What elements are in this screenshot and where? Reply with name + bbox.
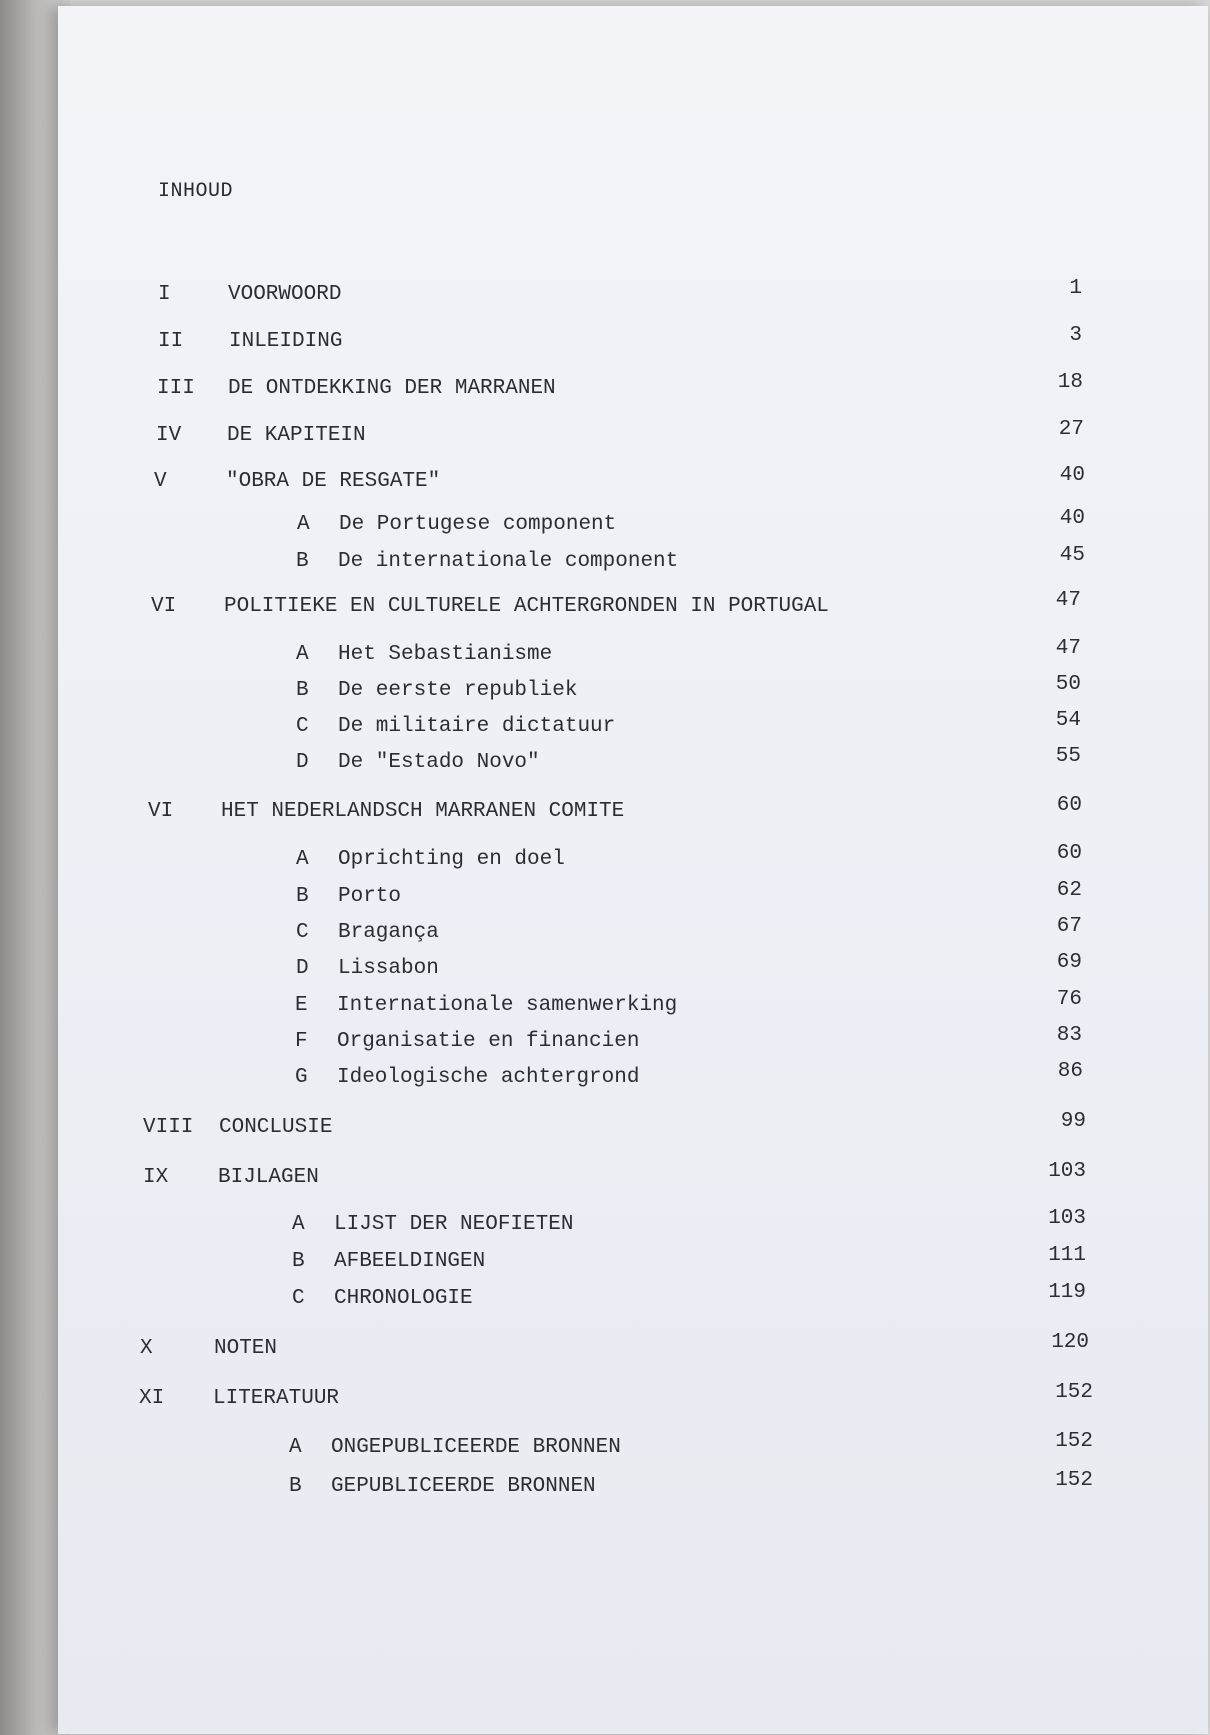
toc-subsection-letter: G: [295, 1066, 308, 1089]
toc-page-number: 55: [1055, 745, 1081, 768]
toc-entry: [140, 1331, 1100, 1365]
toc-entry: [289, 1430, 1100, 1464]
toc-entry: [296, 745, 1100, 779]
toc-page-number: 152: [1055, 1430, 1093, 1453]
toc-page-number: 3: [1069, 324, 1082, 347]
toc-page-number: 119: [1048, 1281, 1086, 1304]
toc-entry: [143, 1160, 1100, 1194]
toc-subsection-letter: B: [296, 550, 309, 573]
toc-subsection-letter: A: [296, 643, 309, 666]
toc-entry: [296, 544, 1100, 578]
toc-page-number: 60: [1056, 842, 1082, 865]
toc-entry: [296, 879, 1100, 913]
toc-entry: [295, 1060, 1100, 1094]
toc-chapter-number: VI: [151, 595, 177, 618]
toc-page-number: 103: [1048, 1160, 1086, 1183]
toc-page-number: 99: [1060, 1110, 1086, 1133]
toc-chapter-number: II: [158, 330, 184, 353]
toc-subsection-letter: D: [296, 957, 309, 980]
toc-page-number: 47: [1055, 637, 1081, 660]
toc-title: Bragança: [338, 921, 439, 944]
toc-heading: INHOUD: [158, 180, 234, 203]
toc-entry: [292, 1244, 1100, 1278]
toc-subsection-letter: A: [292, 1213, 305, 1236]
toc-chapter-number: IX: [143, 1166, 169, 1189]
toc-page-number: 76: [1056, 988, 1082, 1011]
toc-entry: [151, 589, 1100, 623]
toc-title: Internationale samenwerking: [337, 994, 678, 1017]
toc-title: GEPUBLICEERDE BRONNEN: [331, 1475, 596, 1498]
toc-subsection-letter: B: [296, 679, 309, 702]
toc-entry: [157, 371, 1100, 405]
toc-page-number: 152: [1055, 1469, 1093, 1492]
toc-page-number: 86: [1057, 1060, 1083, 1083]
toc-title: Lissabon: [338, 957, 439, 980]
toc-chapter-number: V: [154, 470, 167, 493]
toc-page-number: 40: [1059, 464, 1085, 487]
toc-title: Organisatie en financien: [337, 1030, 640, 1053]
toc-page-number: 40: [1059, 507, 1085, 530]
toc-subsection-letter: A: [296, 848, 309, 871]
toc-page-number: 120: [1051, 1331, 1089, 1354]
toc-entry: [292, 1207, 1100, 1241]
toc-page-number: 69: [1056, 951, 1082, 974]
toc-chapter-number: VIII: [143, 1116, 194, 1139]
toc-page-number: 111: [1048, 1244, 1086, 1267]
toc-subsection-letter: E: [295, 994, 308, 1017]
toc-page-number: 60: [1056, 794, 1082, 817]
toc-entry: [295, 1024, 1100, 1058]
toc-subsection-letter: D: [296, 751, 309, 774]
toc-title: HET NEDERLANDSCH MARRANEN COMITE: [221, 800, 625, 823]
toc-page-number: 103: [1048, 1207, 1086, 1230]
toc-entry: [296, 637, 1100, 671]
toc-entry: [297, 507, 1100, 541]
toc-entry: [289, 1469, 1100, 1503]
toc-page-number: 67: [1056, 915, 1082, 938]
toc-chapter-number: XI: [139, 1387, 165, 1410]
toc-title: ONGEPUBLICEERDE BRONNEN: [331, 1436, 621, 1459]
toc-title: CHRONOLOGIE: [334, 1287, 473, 1310]
toc-entry: [296, 842, 1100, 876]
toc-title: De internationale component: [338, 550, 679, 573]
toc-title: De "Estado Novo": [338, 751, 540, 774]
toc-title: BIJLAGEN: [218, 1166, 319, 1189]
toc-title: CONCLUSIE: [219, 1116, 333, 1139]
toc-entry: [143, 1110, 1100, 1144]
toc-subsection-letter: B: [296, 885, 309, 908]
toc-subsection-letter: C: [296, 921, 309, 944]
toc-entry: [296, 673, 1100, 707]
toc-page-number: 83: [1056, 1024, 1082, 1047]
toc-title: Het Sebastianisme: [338, 643, 553, 666]
toc-title: Oprichting en doel: [338, 848, 565, 871]
toc-title: LITERATUUR: [213, 1387, 340, 1410]
toc-page-number: 18: [1057, 371, 1083, 394]
toc-title: De Portugese component: [339, 513, 617, 536]
toc-title: AFBEELDINGEN: [334, 1250, 486, 1273]
toc-entry: [292, 1281, 1100, 1315]
toc-page-number: 47: [1055, 589, 1081, 612]
toc-entry: [154, 464, 1100, 498]
toc-subsection-letter: A: [297, 513, 310, 536]
toc-subsection-letter: A: [289, 1436, 302, 1459]
toc-entry: [295, 988, 1100, 1022]
toc-entry: [296, 951, 1100, 985]
toc-subsection-letter: F: [295, 1030, 308, 1053]
toc-subsection-letter: B: [292, 1250, 305, 1273]
toc-page-number: 54: [1055, 709, 1081, 732]
toc-chapter-number: I: [158, 283, 171, 306]
toc-title: DE KAPITEIN: [227, 424, 366, 447]
toc-title: LIJST DER NEOFIETEN: [334, 1213, 574, 1236]
toc-entry: [139, 1381, 1100, 1415]
toc-subsection-letter: B: [289, 1475, 302, 1498]
toc-entry: [148, 794, 1100, 828]
toc-entry: [158, 277, 1100, 311]
toc-entry: [158, 324, 1100, 358]
toc-title: POLITIEKE EN CULTURELE ACHTERGRONDEN IN PORTUGAL: [224, 595, 829, 618]
toc-page-number: 27: [1058, 418, 1084, 441]
toc-entry: [296, 709, 1100, 743]
toc-subsection-letter: C: [292, 1287, 305, 1310]
toc-chapter-number: IV: [156, 424, 182, 447]
toc-page-number: 152: [1055, 1381, 1093, 1404]
toc-page-number: 1: [1069, 277, 1082, 300]
toc-title: Ideologische achtergrond: [337, 1066, 640, 1089]
toc-title: "OBRA DE RESGATE": [226, 470, 441, 493]
toc-page-number: 45: [1059, 544, 1085, 567]
toc-entry: [296, 915, 1100, 949]
toc-chapter-number: III: [157, 377, 195, 400]
toc-title: VOORWOORD: [228, 283, 342, 306]
toc-title: NOTEN: [214, 1337, 278, 1360]
toc-page-number: 50: [1055, 673, 1081, 696]
toc-title: De militaire dictatuur: [338, 715, 616, 738]
toc-subsection-letter: C: [296, 715, 309, 738]
toc-title: De eerste republiek: [338, 679, 578, 702]
toc-chapter-number: X: [140, 1337, 153, 1360]
toc-page-number: 62: [1056, 879, 1082, 902]
toc-entry: [156, 418, 1100, 452]
toc-chapter-number: VI: [148, 800, 174, 823]
toc-title: Porto: [338, 885, 402, 908]
toc-title: DE ONTDEKKING DER MARRANEN: [228, 377, 556, 400]
toc-title: INLEIDING: [229, 330, 343, 353]
